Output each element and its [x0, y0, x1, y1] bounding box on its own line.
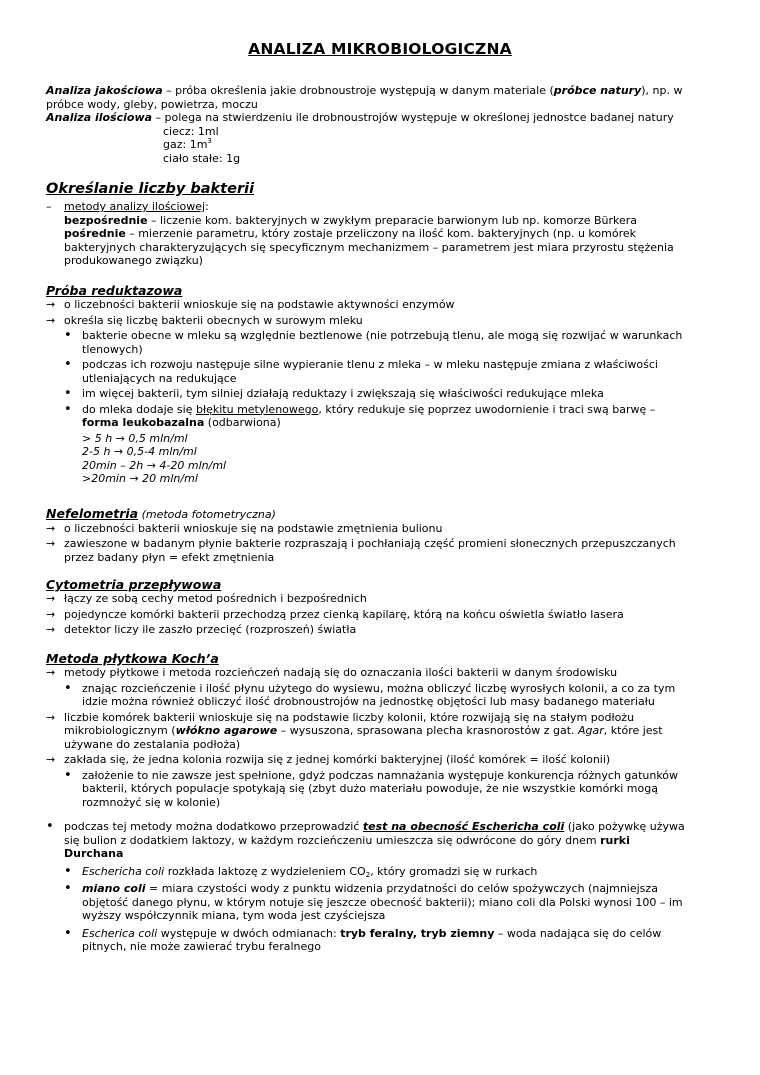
- direct-term: bezpośrednie: [64, 213, 148, 227]
- direct-text: – liczenie kom. bakteryjnych w zwykłym preparacie barwionym lub np. komorze Bürkera: [147, 213, 638, 227]
- list-item: [46, 200, 718, 268]
- item-text: występuje w dwóch odmianach:: [157, 926, 341, 940]
- item-text-cont: , który redukuje się poprzez uwodornienie i traci swą barwę –: [318, 402, 656, 416]
- item-text-2: objętość danego płynu, w którym notuje się jeszcze obecność bakterii); miano coli dla Polski wynosi 100 – im: [82, 895, 683, 909]
- list-item: [46, 927, 718, 954]
- list-item: [46, 608, 718, 622]
- results-list: [82, 432, 718, 486]
- indirect-text-2: bakteryjnych charakteryzujących się specyficznym mechanizmem – parametrem jest miara przyrostu stężenia: [64, 240, 674, 254]
- list-item: [46, 329, 718, 356]
- item-text: im więcej bakterii, tym silniej działają reduktazy i zwiększają się właściwości redukujące mleka: [82, 387, 604, 400]
- item-text: określa się liczbę bakterii obecnych w surowym mleku: [64, 313, 363, 327]
- item-text-2c: , które jest: [603, 724, 663, 737]
- list-item: [46, 387, 718, 401]
- tubes-term: rurki: [600, 833, 630, 847]
- agar-fiber-term: włókno agarowe: [175, 724, 278, 737]
- list-item: [46, 403, 718, 430]
- dash-marker: –: [46, 200, 52, 213]
- bullet-marker: •: [64, 925, 72, 941]
- item-text: o liczebności bakterii wnioskuje się na podstawie aktywności enzymów: [64, 298, 455, 311]
- item-text-3: wyższy współczynnik miana, tym woda jest czyściejsza: [82, 909, 386, 922]
- item-text: łączy ze sobą cechy metod pośrednich i bezpośrednich: [64, 592, 367, 605]
- qualitative-text-end: ), np. w: [641, 84, 683, 97]
- arrow-marker: →: [46, 753, 56, 766]
- item-text: detektor liczy ile zaszło przecięć (rozproszeń) światła: [64, 623, 357, 636]
- arrow-marker: →: [46, 623, 56, 636]
- bullet-marker: •: [64, 357, 72, 372]
- document-title: ANALIZA MIKROBIOLOGICZNA: [248, 40, 512, 58]
- quantitative-term: Analiza ilościowa: [46, 111, 153, 124]
- item-text-end: (odbarwiona): [204, 416, 281, 429]
- bullet-marker: •: [64, 401, 72, 417]
- section-heading: Nefelometria: [46, 506, 139, 521]
- item-text-2: tlenowych): [82, 342, 143, 356]
- item-text-2: bakterii, których populacje spotykają się (zbyt dużo materiału powoduje, że nie wszystkie komórki mogą: [82, 782, 658, 795]
- bullet-marker: •: [64, 863, 72, 879]
- item-text: zakłada się, że jedna kolonia rozwija się z jednej komórki bakteryjnej (ilość komórek = ilość kolonii): [64, 753, 611, 766]
- section-subtitle: (metoda fotometryczna): [141, 508, 276, 521]
- item-text: bakterie obecne w mleku są względnie beztlenowe (nie potrzebują tlenu, ale mogą się rozwijać w warunkach: [82, 329, 683, 342]
- list-item: [46, 298, 718, 312]
- item-text: metody płytkowe i metoda rozcieńczeń nadają się do oznaczania ilości bakterii w danym środowisku: [64, 666, 618, 679]
- item-text-2b: – wysuszona, sprasowana plecha krasnorostów z gat.: [277, 724, 578, 737]
- arrow-marker: →: [46, 666, 56, 679]
- species-name: Escherica coli: [82, 926, 158, 940]
- list-item: [46, 522, 718, 536]
- section-flow-cytometry: [46, 577, 718, 637]
- list-item: [46, 753, 718, 767]
- result-line: >20min → 20 mln/ml: [82, 472, 198, 485]
- co2-subscript: 2: [365, 870, 371, 879]
- item-text-3: używane do zestalania podłoża): [64, 737, 241, 751]
- unit-gas: [163, 138, 718, 152]
- item-text-2: przez badany płyn = efekt zmętnienia: [64, 550, 275, 564]
- section-koch-plate: [46, 651, 718, 809]
- item-text-cont: (jako pożywkę używa: [564, 820, 685, 833]
- unit-solid: ciało stałe: 1g: [163, 151, 241, 165]
- list-item: [46, 882, 718, 923]
- result-line: 20min – 2h → 4-20 mln/ml: [82, 458, 227, 472]
- item-text: = miara czystości wody z punktu widzenia przydatności do celów spożywczych (najmniejsza: [145, 882, 658, 895]
- item-text: podczas ich rozwoju następuje silne wypieranie tlenu z mleka – w mleku następuje zmiana z właściwości: [82, 358, 658, 371]
- list-item: [46, 820, 718, 861]
- indirect-term: pośrednie: [64, 227, 126, 240]
- result-line: > 5 h → 0,5 mln/ml: [82, 431, 188, 445]
- units-list: [163, 125, 718, 166]
- list-item: [46, 711, 718, 752]
- section-reductase: [46, 283, 718, 486]
- indirect-text-3: produkowanego związku): [64, 254, 203, 267]
- bullet-marker: •: [64, 680, 72, 696]
- item-text-2: mikrobiologicznym (: [64, 724, 176, 737]
- item-text: założenie to nie zawsze jest spełnione, gdyż podczas namnażania występuje konkurencja różnych gatunków: [82, 768, 679, 782]
- item-text: zawieszone w badanym płynie bakterie rozpraszają i pochłaniają część promieni słonecznych przepuszczanych: [64, 537, 676, 550]
- variants-term: tryb feralny, tryb ziemny: [340, 926, 495, 940]
- indirect-text: – mierzenie parametru, który zostaje przeliczony na ilość kom. bakteryjnych (np. u komórek: [125, 227, 636, 240]
- section-heading: Metoda płytkowa Koch’a: [46, 651, 219, 666]
- unit-gas-text: gaz: 1m: [163, 138, 208, 151]
- quantitative-definition: [46, 111, 718, 125]
- item-text: liczbie komórek bakterii wnioskuje się na podstawie liczby kolonii, które rozwijają się na stałym podłożu: [64, 710, 635, 724]
- item-text: znając rozcieńczenie i ilość płynu użytego do wysiewu, można obliczyć liczbę wyrosłych kolonii, a co za tym: [82, 681, 676, 695]
- section-coli-test: [46, 820, 718, 954]
- list-item: [46, 623, 718, 637]
- bullet-marker: •: [64, 881, 72, 896]
- list-item: [46, 865, 718, 879]
- quantitative-text: – polega na stwierdzeniu ile drobnoustrojów występuje w określonej jednostce badanej natury: [152, 111, 674, 124]
- qualitative-definition: [46, 84, 718, 98]
- item-text-2: utleniających na redukujące: [82, 371, 237, 385]
- methylene-blue-term: błękitu metylenowego: [195, 402, 319, 416]
- unit-gas-exponent: 3: [207, 137, 212, 145]
- coli-titer-term: miano coli: [82, 882, 146, 895]
- item-text: rozkłada laktozę z wydzieleniem CO: [164, 864, 366, 878]
- list-item: [46, 592, 718, 606]
- section-bacteria-count: [46, 181, 718, 268]
- item-text: o liczebności bakterii wnioskuje się na podstawie zmętnienia bulionu: [64, 521, 443, 535]
- leuco-term: forma leukobazalna: [82, 416, 205, 429]
- arrow-marker: →: [46, 592, 56, 605]
- section-heading: Cytometria przepływowa: [46, 577, 222, 592]
- arrow-marker: →: [46, 298, 56, 311]
- bullet-marker: •: [64, 328, 72, 343]
- item-text-2: się bulion z dodatkiem laktozy, w każdym rozcieńczeniu umieszcza się odwrócone do góry dnem: [64, 833, 601, 847]
- bullet-marker: •: [64, 767, 72, 783]
- item-text-2: pitnych, nie może zawierać trybu feralnego: [82, 940, 321, 953]
- qualitative-text: – próba określenia jakie drobnoustroje występują w danym materiale (: [162, 84, 554, 97]
- agar-genus: Agar: [578, 724, 604, 737]
- item-text: podczas tej metody można dodatkowo przeprowadzić: [64, 820, 363, 833]
- item-text-2: idzie można również obliczyć ilość drobnoustrojów na jednostkę objętości lub masy badanego materiału: [82, 695, 655, 708]
- list-item: [46, 666, 718, 680]
- bullet-marker: •: [46, 819, 54, 834]
- bullet-marker: •: [64, 386, 72, 401]
- item-text: metody analizy ilościowej: [64, 200, 206, 213]
- section-heading: Określanie liczby bakterii: [46, 181, 255, 197]
- durham-term: Durchana: [64, 847, 124, 860]
- list-item: [46, 682, 718, 709]
- intro-section: [46, 84, 718, 165]
- list-item: [46, 314, 718, 328]
- section-nephelometry: [46, 506, 718, 564]
- arrow-marker: →: [46, 710, 56, 724]
- list-item: [46, 358, 718, 385]
- item-text-cont: – woda nadająca się do celów: [494, 926, 662, 940]
- coli-test-term: test na obecność Eschericha coli: [362, 820, 565, 833]
- species-name: Eschericha coli: [82, 864, 165, 878]
- result-line: 2-5 h → 0,5-4 mln/ml: [82, 445, 197, 458]
- item-colon: :: [205, 200, 209, 213]
- list-item: [46, 769, 718, 810]
- arrow-marker: →: [46, 537, 56, 550]
- arrow-marker: →: [46, 607, 56, 621]
- item-text: pojedyncze komórki bakterii przechodzą przez cienką kapilarę, którą na końcu oświetla światło lasera: [64, 607, 624, 621]
- arrow-marker: →: [46, 521, 56, 535]
- section-heading: Próba reduktazowa: [46, 283, 183, 298]
- arrow-marker: →: [46, 313, 56, 327]
- item-text-end: , który gromadzi się w rurkach: [370, 864, 538, 878]
- qualitative-term: Analiza jakościowa: [46, 84, 163, 97]
- qualitative-examples: próbce wody, gleby, powietrza, moczu: [46, 97, 258, 111]
- unit-liquid: ciecz: 1ml: [163, 124, 219, 138]
- sample-term: próbce natury: [553, 84, 642, 97]
- item-text-3: rozmnożyć się w kolonie): [82, 795, 221, 809]
- list-item: [46, 537, 718, 564]
- item-text: do mleka dodaje się: [82, 402, 196, 416]
